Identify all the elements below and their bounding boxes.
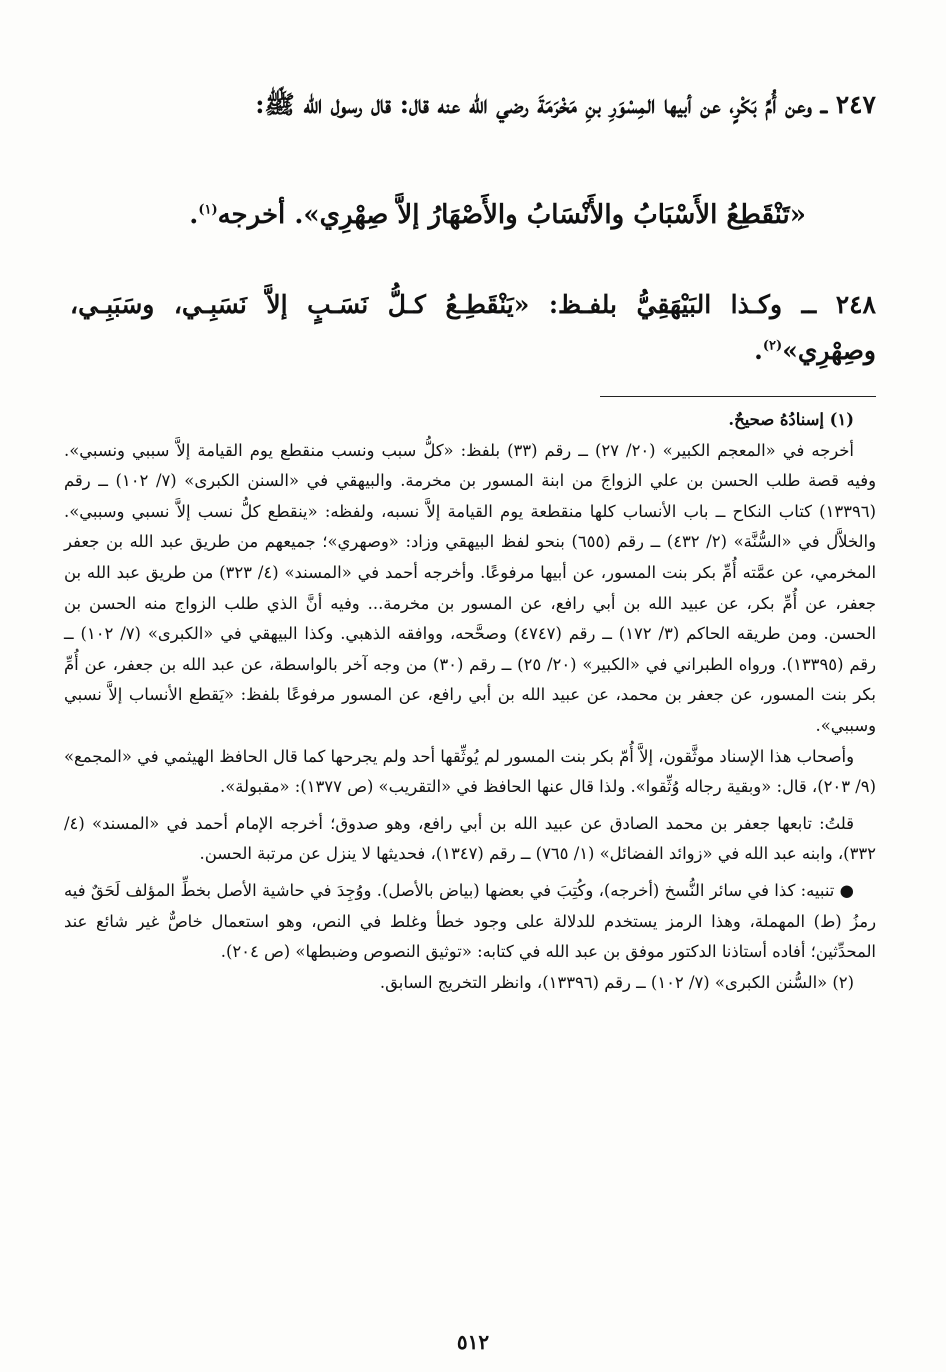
footnote-divider — [600, 396, 876, 397]
footnote-ref-1[interactable]: (١) — [198, 202, 218, 218]
footnotes — [64, 405, 876, 998]
footnote-1-title: (١) إسنادُهُ صحيحٌ. — [728, 410, 854, 429]
hadith-247-quote: «تَنْقَطِعُ الأَسْبَابُ والأَنْسَابُ والأَصْهَارُ إلاَّ صِهْرِي». أخرجه$^{(١)}$. — [189, 200, 806, 230]
footnote-ref-2[interactable]: (٢) — [762, 338, 783, 354]
footnote-1-note: ● تنبيه: كذا في سائر النُّسخ (أخرجه)، وكُتِبَ في بعضها (بياض بالأصل). ووُجِدَ في حاشية الأصل بخطِّ المؤلف لَحَقٌ فيه رمزُ (ط) المهملة، وهذا الرمز يستخدم للدلالة على وجود خطأ وغلط في النص، وهو استعمال خاصٌّ غير شائع عند المحدِّثين؛ أفاده أستاذنا الدكتور موفق بن عبد الله في كتابه: «توثيق النصوص وضبطها» (ص ٢٠٤). — [64, 880, 876, 962]
footnote-1-paragraph-2: وأصحاب هذا الإسناد موثَّقون، إلاَّ أُمّ بكر بنت المسور لم يُوثِّقها أحد ولم يجرحها كما قال الحافظ الهيثمي في «المجمع» (٩/ ٢٠٣)، قال: «وبقية رجاله وُثِّقوا». ولذا قال عنها الحافظ في «التقريب» (ص ١٣٧٧): «مقبولة». — [64, 746, 876, 797]
hadith-247-text: ٢٤٧ ــ وعن أُمِّ بَكْرٍ، عن أبيها المِسْوَرِ بنِ مَخْرَمَةَ رضي الله عنه قال: قال رسول الله ﷺ: — [255, 90, 876, 119]
hadith-248: ٢٤٨ ــ وكـذا البَيْهَقِيُّ بلفـظ: «يَنْقَطِـعُ كـلُّ نَسَـبٍ إلاَّ نَسَبِـي، وسَبَبِـي، وصِهْرِي»$^{(٢)}$. — [70, 290, 876, 365]
hadith-248-text: ٢٤٨ ــ وكـذا البَيْهَقِيُّ بلفـظ: «يَنْقَطِـعُ كـلُّ نَسَـبٍ إلاَّ نَسَبِـي، وسَبَبِـي، وصِهْرِي» — [70, 290, 876, 365]
hadith-247-quote-text: «تَنْقَطِعُ الأَسْبَابُ والأَنْسَابُ والأَصْهَارُ إلاَّ صِهْرِي». أخرجه — [217, 200, 806, 230]
hadith-247 — [70, 82, 876, 128]
footnote-2: (٢) «السُّنن الكبرى» (٧/ ١٠٢) ــ رقم (١٣٣٩٦)، وانظر التخريج السابق. — [379, 972, 854, 992]
footnote-1-paragraph-3: قلتُ: تابعها جعفر بن محمد الصادق عن عبيد الله بن أبي رافع، وهو صدوق؛ أخرجه الإمام أحمد في «المسند» (٤/ ٣٣٢)، وابنه عبد الله في «زوائد الفضائل» (١/ ٧٦٥) ــ رقم (١٣٤٧)، فحديثها لا ينزل عن مرتبة الحسن. — [64, 813, 876, 864]
footnote-1-paragraph-1: أخرجه في «المعجم الكبير» (٢٠/ ٢٧) ــ رقم (٣٣) بلفظ: «كلُّ سبب ونسب منقطع يوم القيامة إلاَّ سببي ونسبي». وفيه قصة طلب الحسن بن علي الزواجَ من ابنة المسور بن مخرمة. والبيهقي في «السنن الكبرى» (٧/ ١٠٢) ــ رقم (١٣٣٩٦) كتاب النكاح ــ باب الأنساب كلها منقطعة يوم القيامة إلاَّ نسبه، ولفظه: «ينقطع كلُّ نسب إلاَّ نسبي وسببي». والخلاَّل في «السُّنَّة» (٢/ ٤٣٢) ــ رقم (٦٥٥) بنحو لفظ البيهقي وزاد: «وصهري»؛ جميعهم من طريق عبد الله بن جعفر المخرمي، عن عمَّته أُمِّ بكر بنت المسور، عن أبيها مرفوعًا. وأخرجه أحمد في «المسند» (٤/ ٣٢٣) من طريق عبد الله بن جعفر، عن أُمِّ بكر، عن عبيد الله بن أبي رافع، عن المسور بن مخرمة... وفيه أنَّ الذي طلب الزواج منه الحسن بن الحسن. ومن طريقه الحاكم (٣/ ١٧٢) ــ رقم (٤٧٤٧) وصحَّحه، ووافقه الذهبي. وكذا البيهقي في «الكبرى» (٧/ ١٠٢) ــ رقم (١٣٣٩٥). ورواه الطبراني في «الكبير» (٢٠/ ٢٥) ــ رقم (٣٠) من وجه آخر بالواسطة، عن عبد الله بن جعفر، عن أُمِّ بكر بنت المسور، عن جعفر بن محمد، عن عبيد الله بن أبي رافع، عن المسور مرفوعًا بلفظ: «يَقطع الأنساب إلاَّ نسبي وسببي». — [64, 440, 877, 735]
page-number: ٥١٢ — [456, 1330, 490, 1354]
